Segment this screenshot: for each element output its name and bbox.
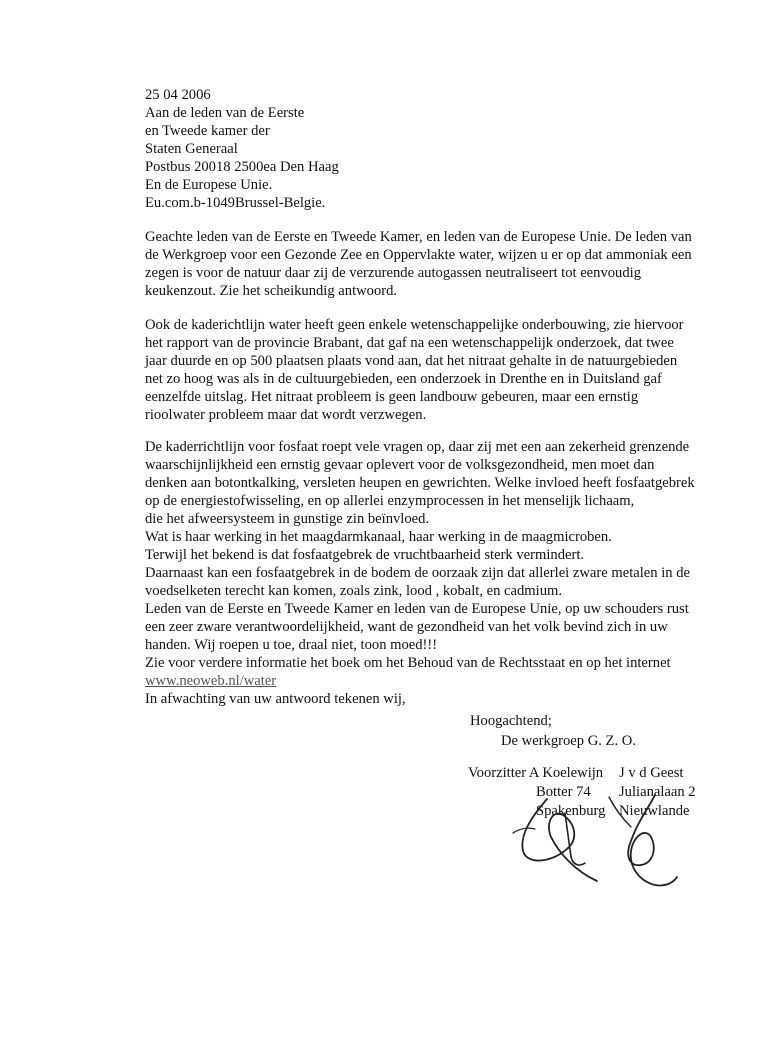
body-line: Wat is haar werking in het maagdarmkanaal, haar werking in de maagmicroben. [145, 529, 612, 545]
body-line: net zo hoog was als in de cultuurgebieden, een onderzoek in Drenthe en in Duitsland gaf [145, 371, 662, 387]
body-line: een zeer zware verantwoordelijkheid, want de gezondheid van het volk bevind zich in uw [145, 619, 668, 635]
body-line: het rapport van de provincie Brabant, dat gaf na een wetenschappelijk onderzoek, dat twee [145, 335, 674, 351]
body-line: waarschijnlijkheid een ernstig gevaar oplevert voor de volksgezondheid, men moet dan [145, 457, 655, 473]
address-line: Eu.com.b-1049Brussel-Belgie. [145, 195, 326, 211]
signatory-city: Spakenburg [536, 803, 606, 819]
body-line: Terwijl het bekend is dat fosfaatgebrek de vruchtbaarheid sterk vermindert. [145, 547, 585, 563]
signatory-street: Botter 74 [536, 784, 591, 800]
body-line: Daarnaast kan een fosfaatgebrek in de bodem de oorzaak zijn dat allerlei zware metalen in de [145, 565, 690, 581]
signatory-street: Julianalaan 2 [619, 784, 696, 800]
closing-line: In afwachting van uw antwoord tekenen wij, [145, 691, 406, 707]
body-line: zegen is voor de natuur daar zij de verzurende autogassen neutraliseert tot eenvoudig [145, 265, 641, 281]
website-link[interactable]: www.neoweb.nl/water [145, 673, 277, 689]
address-line: Staten Generaal [145, 141, 238, 157]
address-line: Aan de leden van de Eerste [145, 105, 305, 121]
body-line: Geachte leden van de Eerste en Tweede Kamer, en leden van de Europese Unie. De leden van [145, 229, 692, 245]
signatory-city: Nieuwlande [619, 803, 690, 819]
greeting: Hoogachtend; [470, 713, 552, 729]
group-name: De werkgroep G. Z. O. [501, 733, 636, 749]
body-line: denken aan botontkalking, versleten heupen en gewrichten. Welke invloed heeft fosfaatgebrek [145, 475, 695, 491]
signatory-name: J v d Geest [619, 765, 684, 781]
address-line: Postbus 20018 2500ea Den Haag [145, 159, 339, 175]
body-line: Ook de kaderichtlijn water heeft geen enkele wetenschappelijke onderbouwing, zie hiervoor [145, 317, 684, 333]
body-line: Zie voor verdere informatie het boek om het Behoud van de Rechtsstaat en op het internet [145, 655, 671, 671]
letter-date: 25 04 2006 [145, 87, 211, 103]
body-line: keukenzout. Zie het scheikundig antwoord. [145, 283, 398, 299]
body-line: eenzelfde uitslag. Het nitraat probleem is geen landbouw gebeuren, maar een ernstig [145, 389, 639, 405]
body-line: voedselketen terecht kan komen, zoals zink, lood , kobalt, en cadmium. [145, 583, 563, 599]
body-line: op de energiestofwisseling, en op allerlei enzymprocessen in het menselijk lichaam, [145, 493, 635, 509]
signatory-name: Voorzitter A Koelewijn [468, 765, 604, 781]
address-line: en Tweede kamer der [145, 123, 270, 139]
body-line: die het afweersysteem in gunstige zin beïnvloed. [145, 511, 430, 527]
handwritten-signatures [505, 793, 685, 893]
body-line: rioolwater probleem maar dat wordt verzwegen. [145, 407, 427, 423]
body-line: Leden van de Eerste en Tweede Kamer en leden van de Europese Unie, op uw schouders rust [145, 601, 689, 617]
body-line: De kaderrichtlijn voor fosfaat roept vele vragen op, daar zij met een aan zekerheid grenzende [145, 439, 690, 455]
body-line: handen. Wij roepen u toe, draal niet, toon moed!!! [145, 637, 438, 653]
address-line: En de Europese Unie. [145, 177, 273, 193]
body-line: jaar duurde en op 500 plaatsen plaats vond aan, dat het nitraat gehalte in de natuurgebieden [145, 353, 678, 369]
body-line: de Werkgroep voor een Gezonde Zee en Oppervlakte water, wijzen u er op dat ammoniak een [145, 247, 692, 263]
